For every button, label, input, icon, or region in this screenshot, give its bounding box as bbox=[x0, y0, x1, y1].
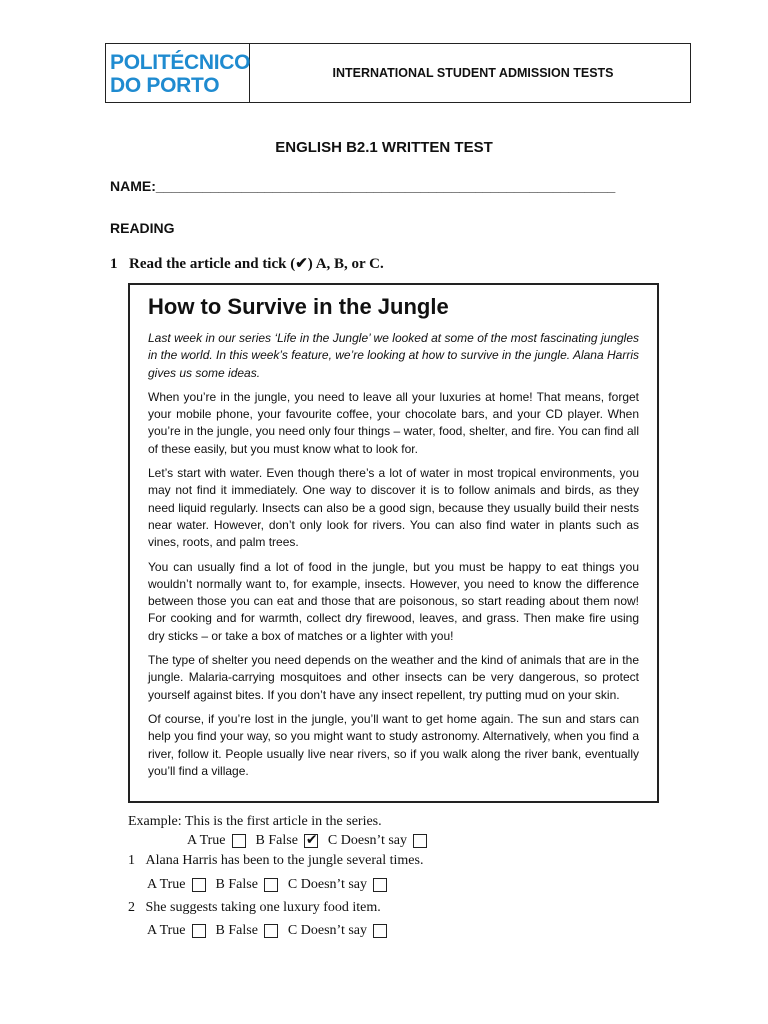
option-label: B False bbox=[215, 877, 258, 892]
article-paragraph: When you’re in the jungle, you need to leave all your luxuries at home! That means, forget your mobile phone, your favourite coffee, your chocolate bars, and your CD player. When you’re in the jungle, you need only four things – water, food, shelter, and fire. You can find all of these easily, but you must know what to look for. bbox=[148, 389, 639, 456]
option-b bbox=[216, 923, 278, 939]
institution-logo bbox=[106, 44, 250, 102]
option-label: B False bbox=[215, 923, 258, 938]
question-text: Alana Harris has been to the jungle several times. bbox=[145, 853, 424, 868]
option-a bbox=[147, 877, 206, 893]
instruction-number: 1 bbox=[110, 256, 118, 272]
checkbox-c[interactable] bbox=[413, 834, 427, 848]
option-label: A True bbox=[147, 923, 186, 938]
instruction-text: Read the article and tick (✔) A, B, or C. bbox=[129, 256, 384, 272]
article-paragraph: You can usually find a lot of food in the jungle, but you must be happy to eat things you wouldn’t normally want to, for example, insects. However, you need to know the difference between those you can eat and those that are poisonous, so start reading about them now! For cooking and for warmth, collect dry firewood, leaves, and grass. Then make fire using dry sticks – or take a box of matches or a lighter with you! bbox=[148, 559, 639, 643]
section-title: READING bbox=[110, 220, 175, 236]
option-label: C Doesn’t say bbox=[327, 833, 407, 848]
checkbox-b[interactable] bbox=[264, 878, 278, 892]
option-c bbox=[288, 877, 387, 893]
article-intro: Last week in our series ‘Life in the Jungle’ we looked at some of the most fascinating jungles in the world. In this week’s feature, we’re looking at how to survive in the jungle. Alana Harris gives us some ideas. bbox=[148, 331, 639, 380]
option-label: A True bbox=[147, 877, 186, 892]
checkbox-a[interactable] bbox=[192, 924, 206, 938]
checkbox-c[interactable] bbox=[373, 878, 387, 892]
checkbox-a[interactable] bbox=[192, 878, 206, 892]
article-paragraph: Of course, if you’re lost in the jungle, you’ll want to get home again. The sun and stars can help you find your way, so you might want to study astronomy. Alternatively, when you find a river, follow it. People usually live near rivers, so if you walk along the river bank, eventually you’ll find a village. bbox=[148, 711, 639, 778]
option-label: A True bbox=[187, 833, 226, 848]
checkbox-a[interactable] bbox=[232, 834, 246, 848]
question-number: 1 bbox=[128, 853, 135, 868]
logo-line-2: DO PORTO bbox=[110, 74, 220, 97]
question-number: 2 bbox=[128, 900, 135, 915]
article-paragraph: Let’s start with water. Even though there’s a lot of water in most tropical environments, you may not find it immediately. One way to discover it is to follow animals and birds, as they need liquid regularly. Insects can also be a good sign, because they usually build their nests near water. However, don’t only look for rivers. You can also find water in plants such as vines, roots, and palm trees. bbox=[148, 466, 639, 550]
checkbox-b[interactable] bbox=[264, 924, 278, 938]
question-2 bbox=[128, 900, 381, 916]
option-c bbox=[288, 923, 387, 939]
option-label: C Doesn’t say bbox=[287, 877, 367, 892]
example-options bbox=[187, 833, 437, 849]
option-c bbox=[328, 833, 427, 849]
option-label: B False bbox=[255, 833, 298, 848]
header-title: INTERNATIONAL STUDENT ADMISSION TESTS bbox=[332, 66, 614, 80]
test-title: ENGLISH B2.1 WRITTEN TEST bbox=[275, 139, 493, 156]
question-2-options bbox=[147, 923, 397, 939]
option-label: C Doesn’t say bbox=[287, 923, 367, 938]
question-1 bbox=[128, 853, 423, 869]
option-b bbox=[216, 877, 278, 893]
article-title: How to Survive in the Jungle bbox=[148, 294, 449, 319]
question-text: She suggests taking one luxury food item. bbox=[145, 900, 381, 915]
article-paragraph: The type of shelter you need depends on the weather and the kind of animals that are in the jungle. Malaria-carrying mosquitoes and other insects can be very dangerous, so protect yourself against bites. If you don’t have any insect repellent, try putting mud on your skin. bbox=[148, 653, 639, 702]
checkbox-b-checked[interactable] bbox=[304, 834, 318, 848]
option-a bbox=[187, 833, 246, 849]
header-box bbox=[105, 43, 691, 103]
logo-line-1: POLITÉCNICO bbox=[110, 51, 251, 74]
option-a bbox=[147, 923, 206, 939]
name-field[interactable]: NAME:___________________________________________________________ bbox=[110, 178, 616, 194]
example-question: Example: This is the first article in the series. bbox=[128, 814, 382, 829]
checkbox-c[interactable] bbox=[373, 924, 387, 938]
option-b bbox=[256, 833, 318, 849]
instruction bbox=[110, 254, 384, 273]
article-box bbox=[128, 283, 659, 803]
question-1-options bbox=[147, 877, 397, 893]
